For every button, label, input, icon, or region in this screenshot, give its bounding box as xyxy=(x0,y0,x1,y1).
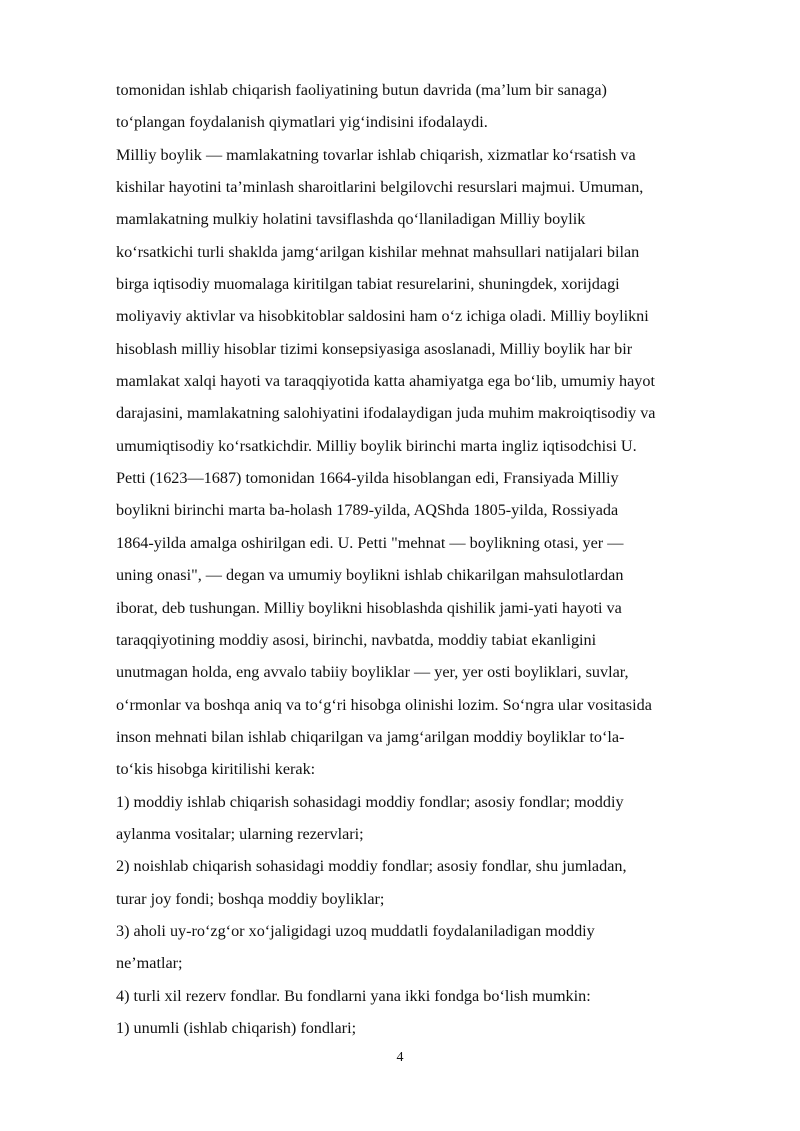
text-line: iborat, deb tushungan. Milliy boylikni hisoblashda qishilik jami-yati hayoti va xyxy=(116,598,622,617)
text-line: inson mehnati bilan ishlab chiqarilgan va jamg‘arilgan moddiy boyliklar to‘la- xyxy=(116,727,625,746)
text-line: ne’matlar; xyxy=(116,954,183,973)
text-line: uning onasi", — degan va umumiy boylikni ishlab chikarilgan mahsulotlardan xyxy=(116,566,624,585)
text-line: hisoblash milliy hisoblar tizimi konsepsiyasiga asoslanadi, Milliy boylik har bir xyxy=(116,339,633,358)
text-line: taraqqiyotining moddiy asosi, birinchi, navbatda, moddiy tabiat ekanligini xyxy=(116,630,597,649)
text-line: Milliy boylik — mamlakatning tovarlar ishlab chiqarish, xizmatlar ko‘rsatish va xyxy=(116,145,636,164)
list-item: 1) moddiy ishlab chiqarish sohasidagi moddiy fondlar; asosiy fondlar; moddiy xyxy=(116,792,624,811)
text-line: ko‘rsatkichi turli shaklda jamg‘arilgan kishilar mehnat mahsullari natijalari bilan xyxy=(116,242,640,261)
text-line: mamlakatning mulkiy holatini tavsiflashda qo‘llaniladigan Milliy boylik xyxy=(116,210,586,229)
text-line: to‘kis hisobga kiritilishi kerak: xyxy=(116,760,316,779)
list-item: 3) aholi uy-ro‘zg‘or xo‘jaligidagi uzoq muddatli foydalaniladigan moddiy xyxy=(116,921,595,940)
list-item: 2) noishlab chiqarish sohasidagi moddiy fondlar; asosiy fondlar, shu jumladan, xyxy=(116,857,627,876)
body-text xyxy=(116,74,756,1044)
text-line: mamlakat xalqi hayoti va taraqqiyotida katta ahamiyatga ega bo‘lib, umumiy hayot xyxy=(116,372,655,391)
text-line: turar joy fondi; boshqa moddiy boyliklar; xyxy=(116,889,385,908)
text-line: unutmagan holda, eng avvalo tabiiy boyliklar — yer, yer osti boyliklari, suvlar, xyxy=(116,663,629,682)
list-item: 1) unumli (ishlab chiqarish) fondlari; xyxy=(116,1018,357,1037)
text-line: moliyaviy aktivlar va hisobkitoblar saldosini ham o‘z ichiga oladi. Milliy boylikni xyxy=(116,307,649,326)
text-line: umumiqtisodiy ko‘rsatkichdir. Milliy boylik birinchi marta ingliz iqtisodchisi U. xyxy=(116,436,637,455)
text-line: kishilar hayotini ta’minlash sharoitlarini belgilovchi resurslari majmui. Umuman, xyxy=(116,178,644,197)
text-line: darajasini, mamlakatning salohiyatini ifodalaydigan juda muhim makroiqtisodiy va xyxy=(116,404,656,423)
text-line: aylanma vositalar; ularning rezervlari; xyxy=(116,824,364,843)
text-line: boylikni birinchi marta ba-holash 1789-yilda, AQShda 1805-yilda, Rossiyada xyxy=(116,501,619,520)
text-line: to‘plangan foydalanish qiymatlari yig‘indisini ifodalaydi. xyxy=(116,113,488,132)
text-line: tomonidan ishlab chiqarish faoliyatining butun davrida (ma’lum bir sanaga) xyxy=(116,81,607,99)
list-item: 4) turli xil rezerv fondlar. Bu fondlarni yana ikki fondga bo‘lish mumkin: xyxy=(116,986,591,1005)
text-line: Petti (1623—1687) tomonidan 1664-yilda hisoblangan edi, Fransiyada Milliy xyxy=(116,469,619,488)
text-line: birga iqtisodiy muomalaga kiritilgan tabiat resurelarini, shuningdek, xorijdagi xyxy=(116,275,620,294)
text-line: o‘rmonlar va boshqa aniq va to‘g‘ri hisobga olinishi lozim. So‘ngra ular vositasida xyxy=(116,695,652,714)
page-number: 4 xyxy=(396,1050,404,1065)
text-line: 1864-yilda amalga oshirilgan edi. U. Petti "mehnat — boylikning otasi, yer — xyxy=(116,533,624,552)
